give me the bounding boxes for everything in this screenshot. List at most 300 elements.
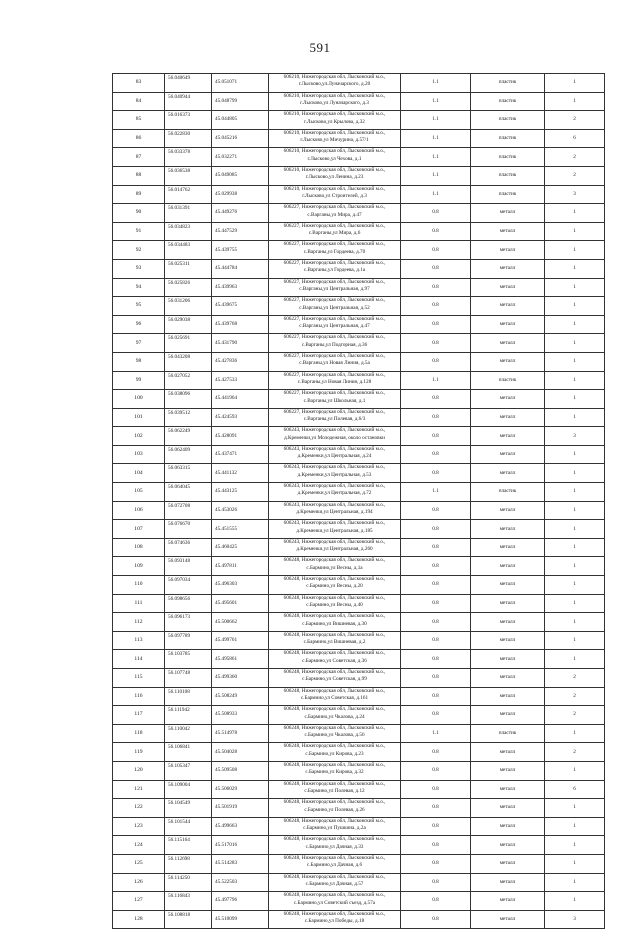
address-cell xyxy=(269,464,401,483)
count-cell: 1 xyxy=(545,297,605,316)
count-cell: 1 xyxy=(545,520,605,539)
count-cell: 1 xyxy=(545,817,605,836)
volume-cell: 0.8 xyxy=(401,259,471,278)
latitude-cell: 56.039512 xyxy=(165,408,212,427)
address-cell xyxy=(269,761,401,780)
table-row xyxy=(113,743,605,762)
latitude-cell: 56.114250 xyxy=(165,873,212,892)
address-line-2: с.Бармино,ул Дачная, д.57 xyxy=(305,880,364,887)
address-line-2: с.Варганы,ул Центральная, д.52 xyxy=(299,304,370,311)
latitude-cell: 56.108818 xyxy=(165,910,212,929)
address-cell xyxy=(269,799,401,818)
row-number-cell: 126 xyxy=(113,873,165,892)
address-line-2: с.Варганы,ул Полевая, д.6/3 xyxy=(303,416,366,423)
longitude-cell: 45.497811 xyxy=(212,557,269,576)
row-number-cell: 92 xyxy=(113,241,165,260)
row-number-cell: 110 xyxy=(113,576,165,595)
material-cell: металл xyxy=(471,315,545,334)
row-number-cell: 87 xyxy=(113,148,165,167)
volume-cell: 1.1 xyxy=(401,74,471,93)
address-cell xyxy=(269,780,401,799)
count-cell: 1 xyxy=(545,576,605,595)
address-cell xyxy=(269,166,401,185)
address-line-2: д.Кременки,ул Центральная, д.185 xyxy=(296,527,373,534)
material-cell: металл xyxy=(471,650,545,669)
row-number-cell: 116 xyxy=(113,687,165,706)
table-row xyxy=(113,799,605,818)
count-cell: 1 xyxy=(545,464,605,483)
longitude-cell: 45.044805 xyxy=(212,111,269,130)
row-number-cell: 103 xyxy=(113,445,165,464)
address-line-1: 606210, Нижегородская обл, Лысковский м.о., xyxy=(283,74,386,80)
volume-cell: 0.8 xyxy=(401,854,471,873)
address-line-2: с.Бармино,ул Полевая, д.12 xyxy=(304,787,365,794)
address-line-1: 606243, Нижегородская обл, Лысковский м.о., xyxy=(283,464,386,471)
table-row xyxy=(113,501,605,520)
longitude-cell: 45.441132 xyxy=(212,464,269,483)
table-row xyxy=(113,483,605,502)
material-cell: металл xyxy=(471,334,545,353)
table-row xyxy=(113,371,605,390)
latitude-cell: 56.097034 xyxy=(165,576,212,595)
row-number-cell: 109 xyxy=(113,557,165,576)
latitude-cell: 56.109004 xyxy=(165,780,212,799)
latitude-cell: 56.025691 xyxy=(165,334,212,353)
material-cell: металл xyxy=(471,408,545,427)
volume-cell: 0.8 xyxy=(401,315,471,334)
table-row xyxy=(113,873,605,892)
volume-cell: 0.8 xyxy=(401,613,471,632)
volume-cell: 1.1 xyxy=(401,185,471,204)
table-row xyxy=(113,334,605,353)
address-cell xyxy=(269,408,401,427)
table-row xyxy=(113,204,605,223)
address-line-1: 606243, Нижегородская обл, Лысковский м.о., xyxy=(283,427,386,434)
latitude-cell: 56.112698 xyxy=(165,854,212,873)
table-row xyxy=(113,576,605,595)
count-cell: 1 xyxy=(545,873,605,892)
row-number-cell: 84 xyxy=(113,92,165,111)
volume-cell: 0.8 xyxy=(401,669,471,688)
address-line-2: с.Варганы,ул Центральная, д.97 xyxy=(299,285,370,292)
address-line-1: 606227, Нижегородская обл, Лысковский м.о., xyxy=(283,408,386,415)
material-cell: металл xyxy=(471,613,545,632)
material-cell: металл xyxy=(471,278,545,297)
address-line-2: г.Лысково,ул Крылова, д.32 xyxy=(304,118,365,125)
count-cell: 1 xyxy=(545,761,605,780)
address-line-2: с.Бармино,ул Весны, д.1а xyxy=(306,564,363,571)
count-cell: 2 xyxy=(545,687,605,706)
row-number-cell: 101 xyxy=(113,408,165,427)
longitude-cell: 45.453026 xyxy=(212,501,269,520)
row-number-cell: 117 xyxy=(113,706,165,725)
address-line-2: д.Кременки,ул Центральная, д.260 xyxy=(296,546,373,553)
material-cell: металл xyxy=(471,910,545,929)
address-cell xyxy=(269,129,401,148)
material-cell: пластик xyxy=(471,724,545,743)
longitude-cell: 45.506029 xyxy=(212,780,269,799)
longitude-cell: 45.029938 xyxy=(212,185,269,204)
material-cell: металл xyxy=(471,631,545,650)
address-line-2: д.Кременки,ул Молодежная, около остановки xyxy=(284,434,385,441)
volume-cell: 0.8 xyxy=(401,910,471,929)
address-cell xyxy=(269,390,401,409)
longitude-cell: 45.449276 xyxy=(212,204,269,223)
address-line-1: 606227, Нижегородская обл, Лысковский м.о., xyxy=(283,241,386,248)
count-cell: 1 xyxy=(545,538,605,557)
volume-cell: 0.8 xyxy=(401,799,471,818)
longitude-cell: 45.500662 xyxy=(212,613,269,632)
material-cell: металл xyxy=(471,576,545,595)
latitude-cell: 56.110042 xyxy=(165,724,212,743)
longitude-cell: 45.443125 xyxy=(212,483,269,502)
count-cell: 1 xyxy=(545,557,605,576)
material-cell: металл xyxy=(471,817,545,836)
address-cell xyxy=(269,204,401,223)
volume-cell: 0.8 xyxy=(401,780,471,799)
address-line-1: 606227, Нижегородская обл, Лысковский м.о., xyxy=(283,315,386,322)
address-line-1: 606248, Нижегородская обл, Лысковский м.о., xyxy=(283,594,386,601)
address-line-1: 606210, Нижегородская обл, Лысковский м.о., xyxy=(283,185,386,192)
count-cell: 1 xyxy=(545,445,605,464)
material-cell: пластик xyxy=(471,74,545,93)
address-line-2: с.Варганы,ул Новая Линия, д.128 xyxy=(297,378,372,385)
address-line-2: с.Варганы,ул Школьная, д.1 xyxy=(303,397,366,404)
row-number-cell: 119 xyxy=(113,743,165,762)
material-cell: металл xyxy=(471,669,545,688)
count-cell: 1 xyxy=(545,594,605,613)
address-line-1: 606248, Нижегородская обл, Лысковский м.о., xyxy=(283,761,386,768)
row-number-cell: 91 xyxy=(113,222,165,241)
row-number-cell: 106 xyxy=(113,501,165,520)
longitude-cell: 45.049085 xyxy=(212,166,269,185)
table-row xyxy=(113,594,605,613)
address-line-1: 606227, Нижегородская обл, Лысковский м.о., xyxy=(283,334,386,341)
latitude-cell: 56.031206 xyxy=(165,297,212,316)
latitude-cell: 56.116843 xyxy=(165,892,212,911)
longitude-cell: 45.439963 xyxy=(212,278,269,297)
volume-cell: 0.8 xyxy=(401,650,471,669)
latitude-cell: 56.062249 xyxy=(165,427,212,446)
material-cell: пластик xyxy=(471,129,545,148)
address-line-2: д.Кременки,ул Центральная, д.53 xyxy=(297,471,372,478)
table-row xyxy=(113,74,605,93)
longitude-cell: 45.447529 xyxy=(212,222,269,241)
volume-cell: 0.8 xyxy=(401,817,471,836)
row-number-cell: 90 xyxy=(113,204,165,223)
latitude-cell: 56.040649 xyxy=(165,74,212,93)
table-row xyxy=(113,613,605,632)
material-cell: пластик xyxy=(471,111,545,130)
address-line-1: 606243, Нижегородская обл, Лысковский м.о., xyxy=(283,501,386,508)
material-cell: металл xyxy=(471,743,545,762)
longitude-cell: 45.499761 xyxy=(212,631,269,650)
material-cell: металл xyxy=(471,836,545,855)
address-line-1: 606248, Нижегородская обл, Лысковский м.о., xyxy=(283,799,386,806)
row-number-cell: 93 xyxy=(113,259,165,278)
table-row xyxy=(113,650,605,669)
count-cell: 1 xyxy=(545,613,605,632)
count-cell: 3 xyxy=(545,910,605,929)
table-row xyxy=(113,111,605,130)
material-cell: металл xyxy=(471,520,545,539)
address-line-1: 606243, Нижегородская обл, Лысковский м.о., xyxy=(283,520,386,527)
count-cell: 1 xyxy=(545,334,605,353)
address-cell xyxy=(269,148,401,167)
latitude-cell: 56.107748 xyxy=(165,669,212,688)
row-number-cell: 94 xyxy=(113,278,165,297)
longitude-cell: 45.517016 xyxy=(212,836,269,855)
address-line-2: с.Бармино,ул Кирова, д.23 xyxy=(305,750,364,757)
table-row xyxy=(113,278,605,297)
address-line-2: д.Кременки,ул Центральная, д.72 xyxy=(297,490,372,497)
volume-cell: 0.8 xyxy=(401,427,471,446)
count-cell: 1 xyxy=(545,352,605,371)
longitude-cell: 45.499663 xyxy=(212,817,269,836)
address-cell xyxy=(269,613,401,632)
row-number-cell: 112 xyxy=(113,613,165,632)
longitude-cell: 45.508249 xyxy=(212,687,269,706)
longitude-cell: 45.032271 xyxy=(212,148,269,167)
address-line-2: с.Варганы,ул Центральная, д.47 xyxy=(299,323,370,330)
address-cell xyxy=(269,576,401,595)
volume-cell: 0.8 xyxy=(401,390,471,409)
longitude-cell: 45.495861 xyxy=(212,650,269,669)
volume-cell: 0.8 xyxy=(401,594,471,613)
volume-cell: 0.8 xyxy=(401,334,471,353)
table-row xyxy=(113,427,605,446)
longitude-cell: 45.051071 xyxy=(212,74,269,93)
row-number-cell: 86 xyxy=(113,129,165,148)
address-line-2: г.Лысково,ул.Луначарского, д.20 xyxy=(298,81,371,88)
material-cell: пластик xyxy=(471,185,545,204)
address-cell xyxy=(269,334,401,353)
address-line-1: 606243, Нижегородская обл, Лысковский м.о., xyxy=(283,483,386,490)
latitude-cell: 56.034823 xyxy=(165,222,212,241)
row-number-cell: 89 xyxy=(113,185,165,204)
volume-cell: 0.8 xyxy=(401,557,471,576)
row-number-cell: 96 xyxy=(113,315,165,334)
volume-cell: 1.1 xyxy=(401,129,471,148)
address-line-2: с.Бармино,ул Кирова, д.32 xyxy=(305,769,364,776)
row-number-cell: 88 xyxy=(113,166,165,185)
count-cell: 1 xyxy=(545,501,605,520)
longitude-cell: 45.431790 xyxy=(212,334,269,353)
page-number: 591 xyxy=(309,40,331,55)
material-cell: металл xyxy=(471,538,545,557)
material-cell: пластик xyxy=(471,166,545,185)
address-line-2: с.Варганы,ул Мира, д.6 xyxy=(308,230,361,237)
latitude-cell: 56.072708 xyxy=(165,501,212,520)
count-cell: 2 xyxy=(545,743,605,762)
address-line-2: с.Варганы,ул Новая Линия, д.5а xyxy=(299,360,370,367)
material-cell: металл xyxy=(471,854,545,873)
latitude-cell: 56.064045 xyxy=(165,483,212,502)
material-cell: металл xyxy=(471,259,545,278)
row-number-cell: 127 xyxy=(113,892,165,911)
row-number-cell: 85 xyxy=(113,111,165,130)
longitude-cell: 45.427836 xyxy=(212,352,269,371)
count-cell: 1 xyxy=(545,92,605,111)
address-cell xyxy=(269,92,401,111)
address-cell xyxy=(269,427,401,446)
address-line-2: с.Бармино,ул Дачная, д.6 xyxy=(306,862,363,869)
address-cell xyxy=(269,520,401,539)
longitude-cell: 45.504028 xyxy=(212,743,269,762)
latitude-cell: 56.022830 xyxy=(165,129,212,148)
address-line-2: с.Бармино,ул Советская, д.36 xyxy=(302,657,367,664)
table-row xyxy=(113,538,605,557)
row-number-cell: 113 xyxy=(113,631,165,650)
address-cell xyxy=(269,836,401,855)
address-line-2: с.Варганы,ул Мира, д.47 xyxy=(307,211,362,218)
count-cell: 1 xyxy=(545,854,605,873)
address-line-1: 606227, Нижегородская обл, Лысковский м.о., xyxy=(283,259,386,266)
volume-cell: 0.8 xyxy=(401,873,471,892)
latitude-cell: 56.014762 xyxy=(165,185,212,204)
latitude-cell: 56.105347 xyxy=(165,761,212,780)
address-line-2: д.Кременки,ул Центральная, д.194 xyxy=(296,509,373,516)
row-number-cell: 128 xyxy=(113,910,165,929)
address-cell xyxy=(269,501,401,520)
count-cell: 1 xyxy=(545,241,605,260)
longitude-cell: 45.499360 xyxy=(212,669,269,688)
address-cell xyxy=(269,445,401,464)
address-line-2: с.Бармино,ул Вишневая, д.30 xyxy=(302,620,367,627)
count-cell: 6 xyxy=(545,780,605,799)
address-cell xyxy=(269,278,401,297)
table-row xyxy=(113,445,605,464)
table-row xyxy=(113,297,605,316)
latitude-cell: 56.043208 xyxy=(165,352,212,371)
latitude-cell: 56.106841 xyxy=(165,743,212,762)
table-row xyxy=(113,706,605,725)
latitude-cell: 56.029038 xyxy=(165,315,212,334)
latitude-cell: 56.093148 xyxy=(165,557,212,576)
table-row xyxy=(113,464,605,483)
address-line-1: 606248, Нижегородская обл, Лысковский м.о., xyxy=(283,892,386,899)
material-cell: металл xyxy=(471,706,545,725)
latitude-cell: 56.096173 xyxy=(165,613,212,632)
volume-cell: 1.1 xyxy=(401,92,471,111)
longitude-cell: 45.428091 xyxy=(212,427,269,446)
count-cell: 3 xyxy=(545,185,605,204)
volume-cell: 1.1 xyxy=(401,371,471,390)
address-line-1: 606210, Нижегородская обл, Лысковский м.о., xyxy=(283,166,386,173)
latitude-cell: 56.016373 xyxy=(165,111,212,130)
material-cell: пластик xyxy=(471,92,545,111)
address-line-1: 606210, Нижегородская обл, Лысковский м.о., xyxy=(283,92,386,99)
address-cell xyxy=(269,371,401,390)
latitude-cell: 56.111942 xyxy=(165,706,212,725)
volume-cell: 0.8 xyxy=(401,445,471,464)
count-cell: 1 xyxy=(545,315,605,334)
material-cell: металл xyxy=(471,352,545,371)
material-cell: пластик xyxy=(471,371,545,390)
latitude-cell: 56.034483 xyxy=(165,241,212,260)
address-line-1: 606248, Нижегородская обл, Лысковский м.о., xyxy=(283,836,386,843)
latitude-cell: 56.097789 xyxy=(165,631,212,650)
volume-cell: 0.8 xyxy=(401,408,471,427)
address-line-1: 606227, Нижегородская обл, Лысковский м.о., xyxy=(283,352,386,359)
count-cell: 1 xyxy=(545,222,605,241)
count-cell: 3 xyxy=(545,427,605,446)
material-cell: металл xyxy=(471,427,545,446)
address-cell xyxy=(269,483,401,502)
table-row xyxy=(113,631,605,650)
count-cell: 1 xyxy=(545,408,605,427)
address-cell xyxy=(269,259,401,278)
volume-cell: 0.8 xyxy=(401,222,471,241)
volume-cell: 0.8 xyxy=(401,538,471,557)
latitude-cell: 56.062409 xyxy=(165,445,212,464)
address-line-2: с.Бармино,ул Весны, д.40 xyxy=(306,602,363,609)
table-row xyxy=(113,166,605,185)
count-cell: 1 xyxy=(545,631,605,650)
address-line-2: с.Бармино,ул Вишневая, д.2 xyxy=(303,639,366,646)
address-line-2: с.Бармино,ул Победы, д.18 xyxy=(304,918,365,925)
address-line-1: 606248, Нижегородская обл, Лысковский м.о., xyxy=(283,706,386,713)
address-cell xyxy=(269,687,401,706)
latitude-cell: 56.033378 xyxy=(165,148,212,167)
longitude-cell: 45.427533 xyxy=(212,371,269,390)
row-number-cell: 115 xyxy=(113,669,165,688)
count-cell: 1 xyxy=(545,650,605,669)
count-cell: 6 xyxy=(545,129,605,148)
table-row xyxy=(113,92,605,111)
longitude-cell: 45.444784 xyxy=(212,259,269,278)
address-line-1: 606248, Нижегородская обл, Лысковский м.о., xyxy=(283,687,386,694)
material-cell: металл xyxy=(471,594,545,613)
count-cell: 1 xyxy=(545,483,605,502)
table-row xyxy=(113,687,605,706)
table-row xyxy=(113,352,605,371)
latitude-cell: 56.103785 xyxy=(165,650,212,669)
volume-cell: 1.1 xyxy=(401,111,471,130)
address-cell xyxy=(269,873,401,892)
volume-cell: 0.8 xyxy=(401,278,471,297)
longitude-cell: 45.514283 xyxy=(212,854,269,873)
latitude-cell: 56.038096 xyxy=(165,390,212,409)
address-cell xyxy=(269,724,401,743)
count-cell: 1 xyxy=(545,799,605,818)
address-line-1: 606248, Нижегородская обл, Лысковский м.о., xyxy=(283,743,386,750)
latitude-cell: 56.101544 xyxy=(165,817,212,836)
address-cell xyxy=(269,743,401,762)
volume-cell: 0.8 xyxy=(401,706,471,725)
address-cell xyxy=(269,892,401,911)
table-row xyxy=(113,129,605,148)
address-line-2: г.Лысково,ул Строителей, д.3 xyxy=(302,192,367,199)
longitude-cell: 45.522503 xyxy=(212,873,269,892)
count-cell: 1 xyxy=(545,892,605,911)
material-cell: металл xyxy=(471,557,545,576)
latitude-cell: 56.031391 xyxy=(165,204,212,223)
address-cell xyxy=(269,910,401,929)
material-cell: металл xyxy=(471,687,545,706)
address-line-1: 606227, Нижегородская обл, Лысковский м.о., xyxy=(283,297,386,304)
longitude-cell: 45.497796 xyxy=(212,892,269,911)
volume-cell: 1.1 xyxy=(401,483,471,502)
address-line-1: 606248, Нижегородская обл, Лысковский м.о., xyxy=(283,631,386,638)
address-line-2: с.Бармино,ул Чкалова, д.56 xyxy=(304,732,365,739)
longitude-cell: 45.495601 xyxy=(212,594,269,613)
address-line-1: 606227, Нижегородская обл, Лысковский м.о., xyxy=(283,278,386,285)
address-line-2: г.Лысково,ул Чехова, д.1 xyxy=(307,155,362,162)
address-cell xyxy=(269,297,401,316)
address-line-1: 606248, Нижегородская обл, Лысковский м.о., xyxy=(283,650,386,657)
longitude-cell: 45.510099 xyxy=(212,910,269,929)
